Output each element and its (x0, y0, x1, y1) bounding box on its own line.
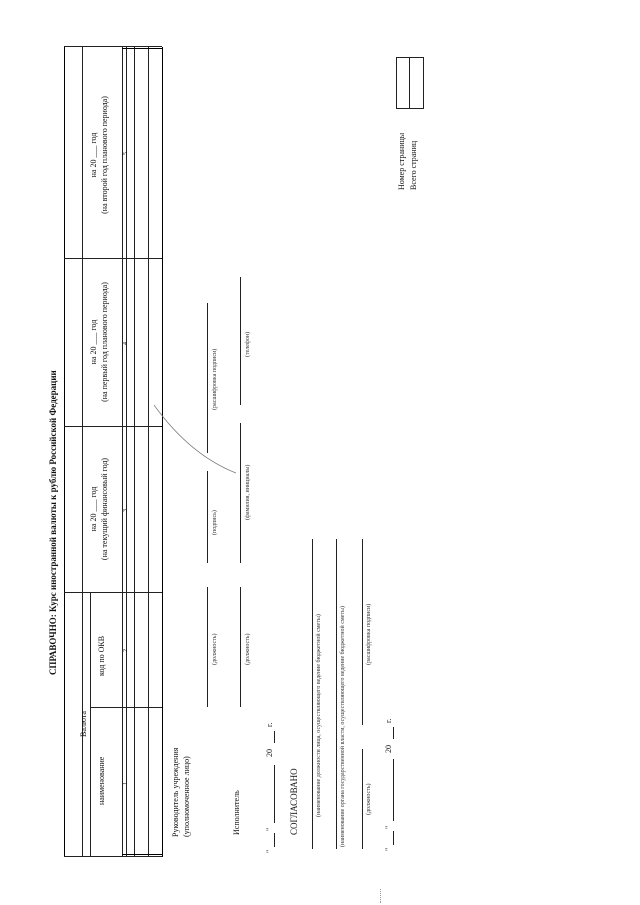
approval-position-line (362, 749, 363, 849)
date-month-line (274, 765, 275, 823)
date-year-prefix: 20 (265, 749, 274, 757)
total-pages-label: Всего страниц (409, 140, 418, 190)
approval-date-quote-close: " (384, 825, 393, 829)
approval-date-month-line (393, 759, 394, 821)
head-position-line (207, 587, 208, 707)
head-label: Руководитель учреждения (171, 747, 180, 837)
header-okv-code: код по ОКВ (97, 635, 106, 676)
executor-position-line (240, 587, 241, 707)
date-year-line (274, 731, 275, 743)
approval-name-caption: (расшифровка подписи) (366, 603, 372, 665)
head-name-caption: (расшифровка подписи) (212, 348, 218, 410)
header-plan-year-2-label: на 20 ___ год (89, 132, 98, 178)
approval-position-caption: (должность) (366, 783, 372, 815)
head-label-sub: (уполномоченное лицо) (182, 756, 191, 837)
header-plan-year-1 (90, 267, 109, 417)
date-year-suffix: г. (265, 722, 274, 727)
header-current-year (90, 439, 109, 579)
header-current-year-label: на 20 ___ год (89, 486, 98, 532)
header-plan-year-2 (90, 65, 109, 245)
date-quote-close: " (265, 827, 274, 831)
approval-date-quote-open: " (384, 847, 393, 851)
header-currency: Валюта (79, 711, 88, 737)
col-number-2: 2 (123, 649, 129, 652)
header-plan-year-1-label: на 20 ___ год (89, 319, 98, 365)
approval-date-year-line (393, 727, 394, 739)
col-number-1: 1 (123, 782, 129, 785)
col-number-4: 4 (123, 342, 129, 345)
approval-official-line (312, 539, 313, 849)
approval-date-year-prefix: 20 (384, 745, 393, 753)
header-plan-year-2-note: (на второй год планового периода) (100, 96, 109, 214)
col-number-3: 3 (123, 509, 129, 512)
executor-phone-line (240, 277, 241, 405)
executor-phone-caption: (телефон) (245, 331, 251, 357)
executor-position-caption: (должность) (245, 633, 251, 665)
document-title: СПРАВОЧНО: Курс иностранной валюты к рублю Российской Федерации (48, 370, 58, 675)
head-position-caption: (должность) (212, 633, 218, 665)
header-plan-year-1-note: (на первый год планового периода) (100, 282, 109, 402)
col-number-5: 5 (123, 152, 129, 155)
approval-date-day-line (393, 831, 394, 845)
stray-pen-stroke (150, 385, 240, 475)
head-signature-caption: (подпись) (212, 510, 218, 535)
head-signature-line (207, 471, 208, 563)
executor-label: Исполнитель (232, 790, 241, 835)
approval-authority-line (336, 539, 337, 849)
scan-dot-mark (380, 889, 381, 903)
page-number-label: Номер страницы (397, 132, 406, 190)
header-name: наименование (97, 756, 106, 805)
date-day-line (274, 833, 275, 847)
executor-name-caption: (фамилия, инициалы) (245, 464, 251, 520)
approval-name-line (362, 539, 363, 725)
header-current-year-note: (на текущий финансовый год) (100, 457, 109, 561)
approval-title: СОГЛАСОВАНО (289, 768, 299, 835)
executor-name-line (240, 423, 241, 563)
approval-date-year-suffix: г. (384, 718, 393, 723)
date-quote-open: " (265, 849, 274, 853)
page-counter-box (396, 57, 424, 109)
approval-official-caption: (наименование должности лица, осуществляющего ведение бюджетной сметы) (316, 614, 322, 817)
approval-authority-caption: (наименование органа государственной власти, осуществляющего ведение бюджетной сметы) (340, 606, 346, 847)
